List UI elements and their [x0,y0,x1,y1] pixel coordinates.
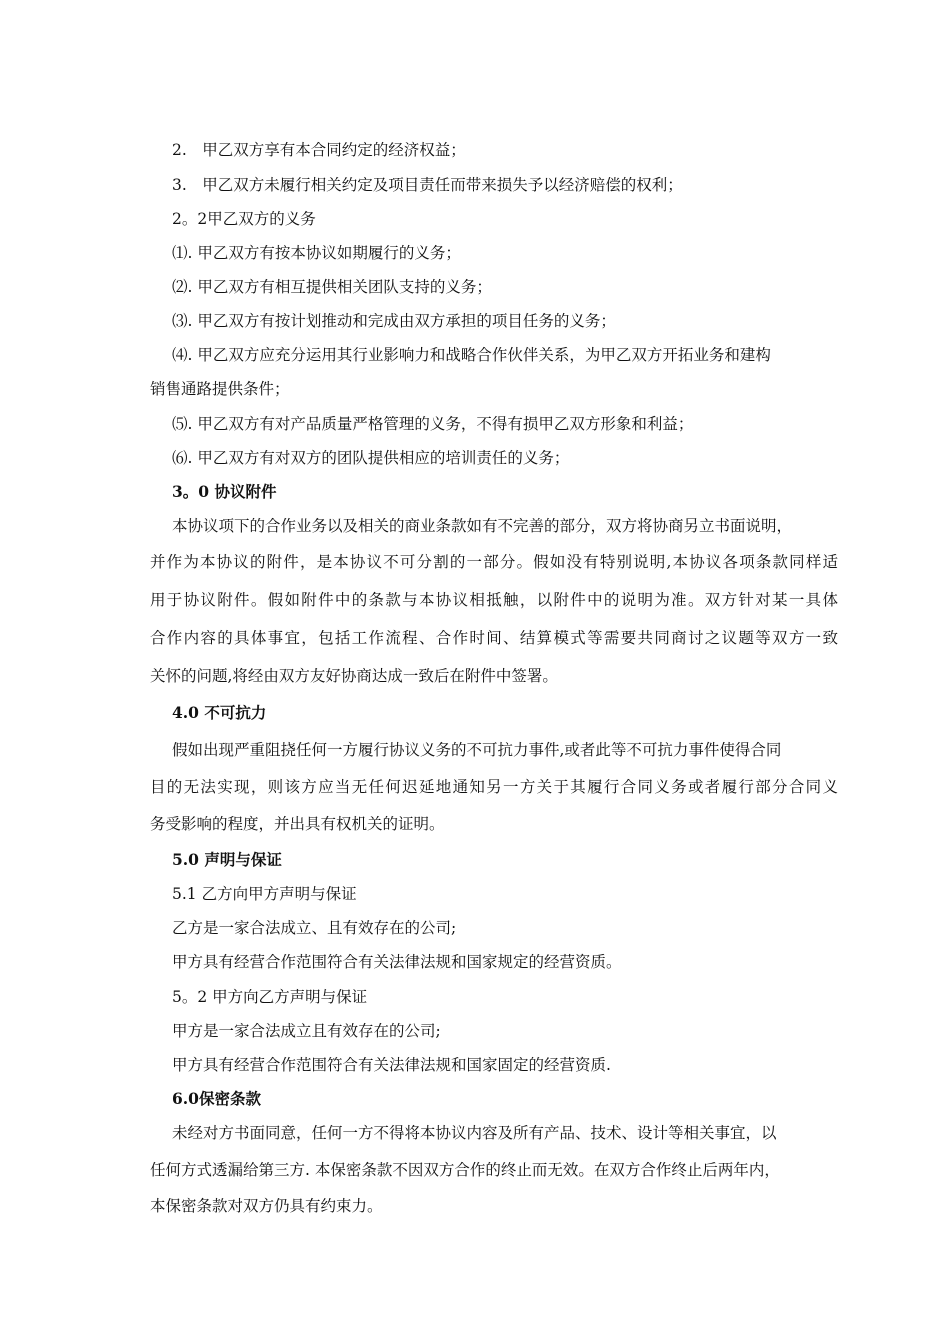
section-heading-3: 3。0 协议附件 [172,482,277,501]
section-heading-5: 5.0 声明与保证 [172,850,282,869]
statement-5-1-b: 甲方具有经营合作范围符合有关法律法规和国家规定的经营资质。 [172,953,622,971]
subsection-heading-5-2: 5。2 甲方向乙方声明与保证 [172,988,368,1006]
paragraph-4-line-3: 务受影响的程度，并出具有权机关的证明。 [150,815,445,833]
duty-item-6: ⑹. 甲乙双方有对双方的团队提供相应的培训责任的义务； [172,449,570,467]
section-heading-6: 6.0保密条款 [172,1089,261,1108]
paragraph-3-line-2: 并作为本协议的附件，是本协议不可分割的一部分。假如没有特别说明,本协议各项条款同样适 [150,553,838,571]
paragraph-6-line-3: 本保密条款对双方仍具有约束力。 [150,1197,383,1215]
duty-item-4-cont: 销售通路提供条件； [150,380,290,398]
duty-item-5: ⑸. 甲乙双方有对产品质量严格管理的义务，不得有损甲乙双方形象和利益； [172,415,694,433]
paragraph-4-line-1: 假如出现严重阻挠任何一方履行协议义务的不可抗力事件,或者此等不可抗力事件使得合同 [172,741,782,759]
subsection-heading-2-2: 2。2甲乙双方的义务 [172,210,316,228]
section-heading-4: 4.0 不可抗力 [172,703,267,722]
duty-item-3: ⑶. 甲乙双方有按计划推动和完成由双方承担的项目任务的义务； [172,312,616,330]
paragraph-3-line-3: 用于协议附件。假如附件中的条款与本协议相抵触，以附件中的说明为准。双方针对某一具体 [150,591,838,609]
paragraph-3-line-4: 合作内容的具体事宜，包括工作流程、合作时间、结算模式等需要共同商讨之议题等双方一致 [150,629,838,647]
statement-5-2-b: 甲方具有经营合作范围符合有关法律法规和国家固定的经营资质. [172,1056,611,1074]
duty-item-2: ⑵. 甲乙双方有相互提供相关团队支持的义务； [172,278,492,296]
paragraph-3-line-5: 关怀的问题,将经由双方友好协商达成一致后在附件中签署。 [150,667,558,685]
paragraph-4-line-2: 目的无法实现，则该方应当无任何迟延地通知另一方关于其履行合同义务或者履行部分合同义 [150,778,838,796]
paragraph-6-line-2: 任何方式透漏给第三方. 本保密条款不因双方合作的终止而无效。在双方合作终止后两年内， [150,1161,780,1179]
statement-5-2-a: 甲方是一家合法成立且有效存在的公司; [172,1022,441,1040]
list-item-3: 3. 甲乙双方未履行相关约定及项目责任而带来损失予以经济赔偿的权利； [172,176,683,194]
statement-5-1-a: 乙方是一家合法成立、且有效存在的公司; [172,919,457,937]
subsection-heading-5-1: 5.1 乙方向甲方声明与保证 [172,885,357,903]
paragraph-6-line-1: 未经对方书面同意，任何一方不得将本协议内容及所有产品、技术、设计等相关事宜，以 [172,1124,777,1142]
duty-item-4: ⑷. 甲乙双方应充分运用其行业影响力和战略合作伙伴关系，为甲乙双方开拓业务和建构 [172,346,771,364]
list-item-2: 2. 甲乙双方享有本合同约定的经济权益； [172,141,466,159]
paragraph-3-line-1: 本协议项下的合作业务以及相关的商业条款如有不完善的部分，双方将协商另立书面说明， [172,517,793,535]
duty-item-1: ⑴. 甲乙双方有按本协议如期履行的义务； [172,244,461,262]
